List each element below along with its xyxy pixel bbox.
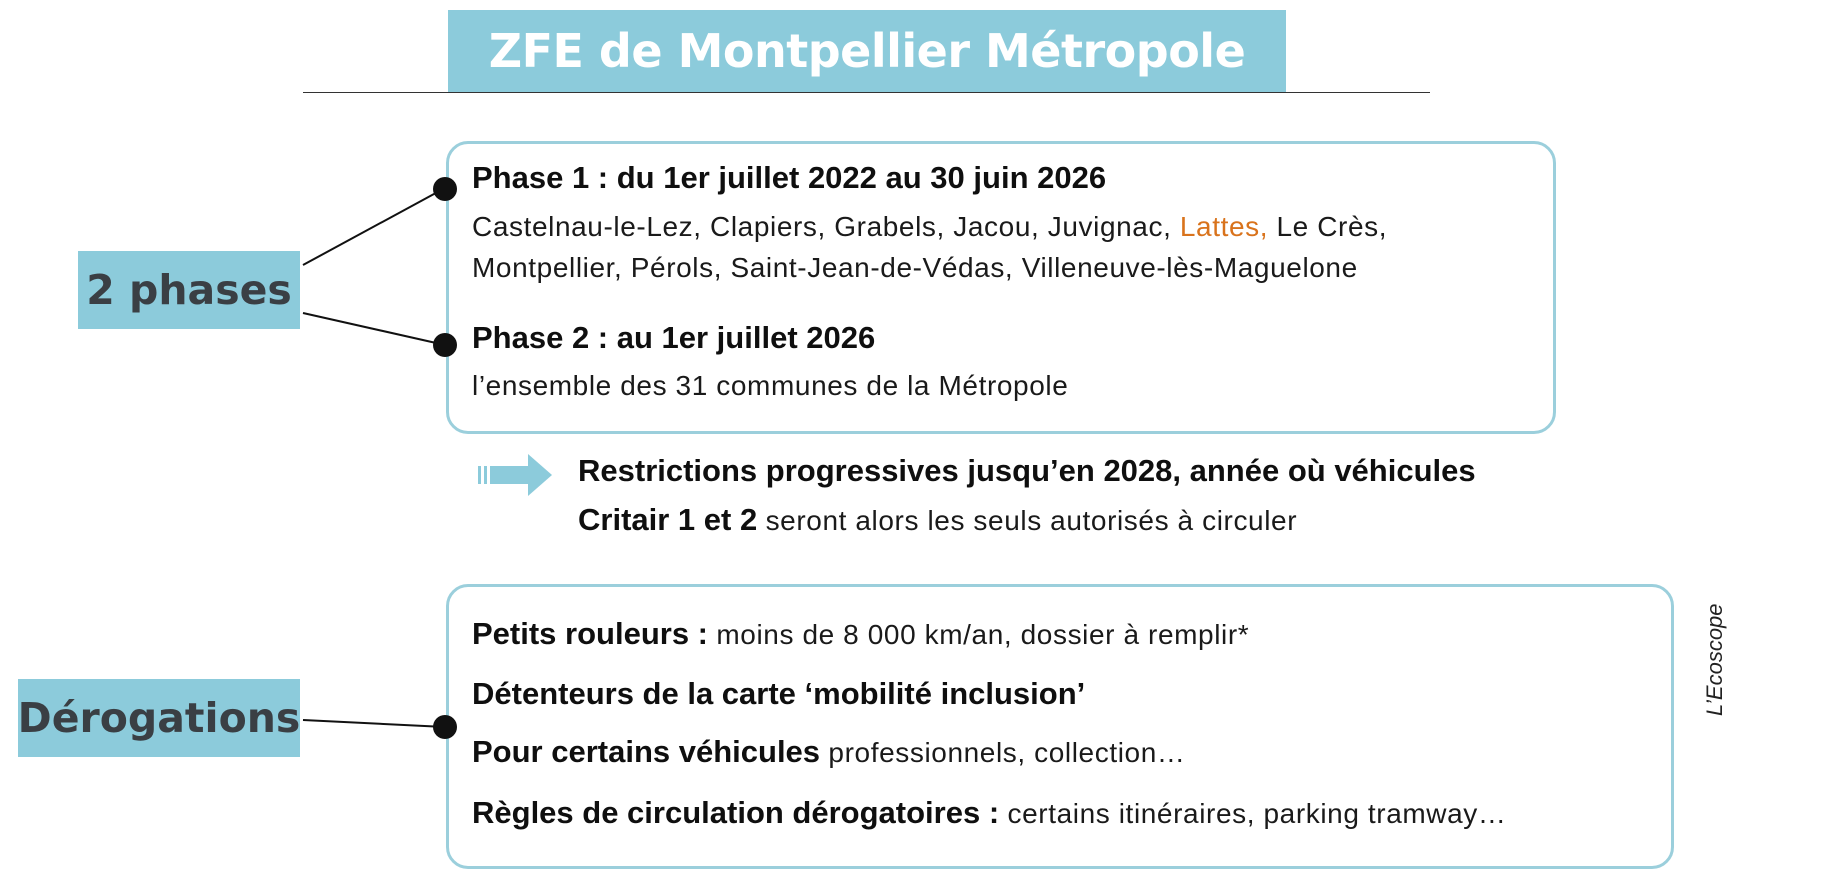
connector-phase1: [303, 188, 445, 265]
derogation-item-bold: Petits rouleurs :: [472, 616, 708, 651]
restriction-line2: [578, 502, 1297, 538]
phase1-communes-after: Le Crès,: [1268, 211, 1388, 242]
derogation-item-text: professionnels, collection…: [820, 737, 1186, 768]
phases-label-box: [78, 251, 300, 329]
title-underline: [303, 92, 1430, 93]
derogation-item-text: certains itinéraires, parking tramway…: [999, 798, 1507, 829]
restriction-line1: Restrictions progressives jusqu’en 2028, année où véhicules: [578, 453, 1476, 488]
connector-derogations: [303, 720, 445, 727]
restriction-critair: Critair 1 et 2: [578, 502, 758, 537]
derogation-item: [472, 734, 1185, 770]
right-arrow-icon: [476, 450, 556, 500]
derogation-item: [472, 795, 1506, 831]
phase1-heading: Phase 1 : du 1er juillet 2022 au 30 juin 2026: [472, 160, 1107, 195]
connector-phase2: [303, 313, 445, 345]
derogation-item-bold: Règles de circulation dérogatoires :: [472, 795, 1000, 830]
restriction-rest: seront alors les seuls autorisés à circuler: [757, 505, 1298, 536]
derogation-item: [472, 616, 1249, 652]
derogations-label: Dérogations: [17, 694, 301, 742]
phase2-heading: Phase 2 : au 1er juillet 2026: [472, 320, 876, 355]
phase2-text: l’ensemble des 31 communes de la Métropole: [472, 370, 1069, 401]
phases-label: 2 phases: [86, 266, 292, 314]
derogation-item: [472, 676, 1085, 712]
phase1-communes-line1: [472, 211, 1387, 243]
phase1-communes-highlight: Lattes,: [1179, 211, 1269, 242]
derogations-label-box: [18, 679, 300, 757]
phase1-communes-line2: Montpellier, Pérols, Saint-Jean-de-Védas, Villeneuve-lès-Maguelone: [472, 252, 1358, 283]
page-title: ZFE de Montpellier Métropole: [488, 24, 1246, 78]
phase1-communes-before: Castelnau-le-Lez, Clapiers, Grabels, Jacou, Juvignac,: [472, 211, 1180, 242]
derogation-item-bold: Détenteurs de la carte ‘mobilité inclusion’: [472, 676, 1086, 711]
derogation-item-text: moins de 8 000 km/an, dossier à remplir*: [708, 619, 1250, 650]
derogation-item-bold: Pour certains véhicules: [472, 734, 821, 769]
title-banner: [448, 10, 1286, 92]
credit-text: L’Ecoscope: [1702, 603, 1727, 716]
